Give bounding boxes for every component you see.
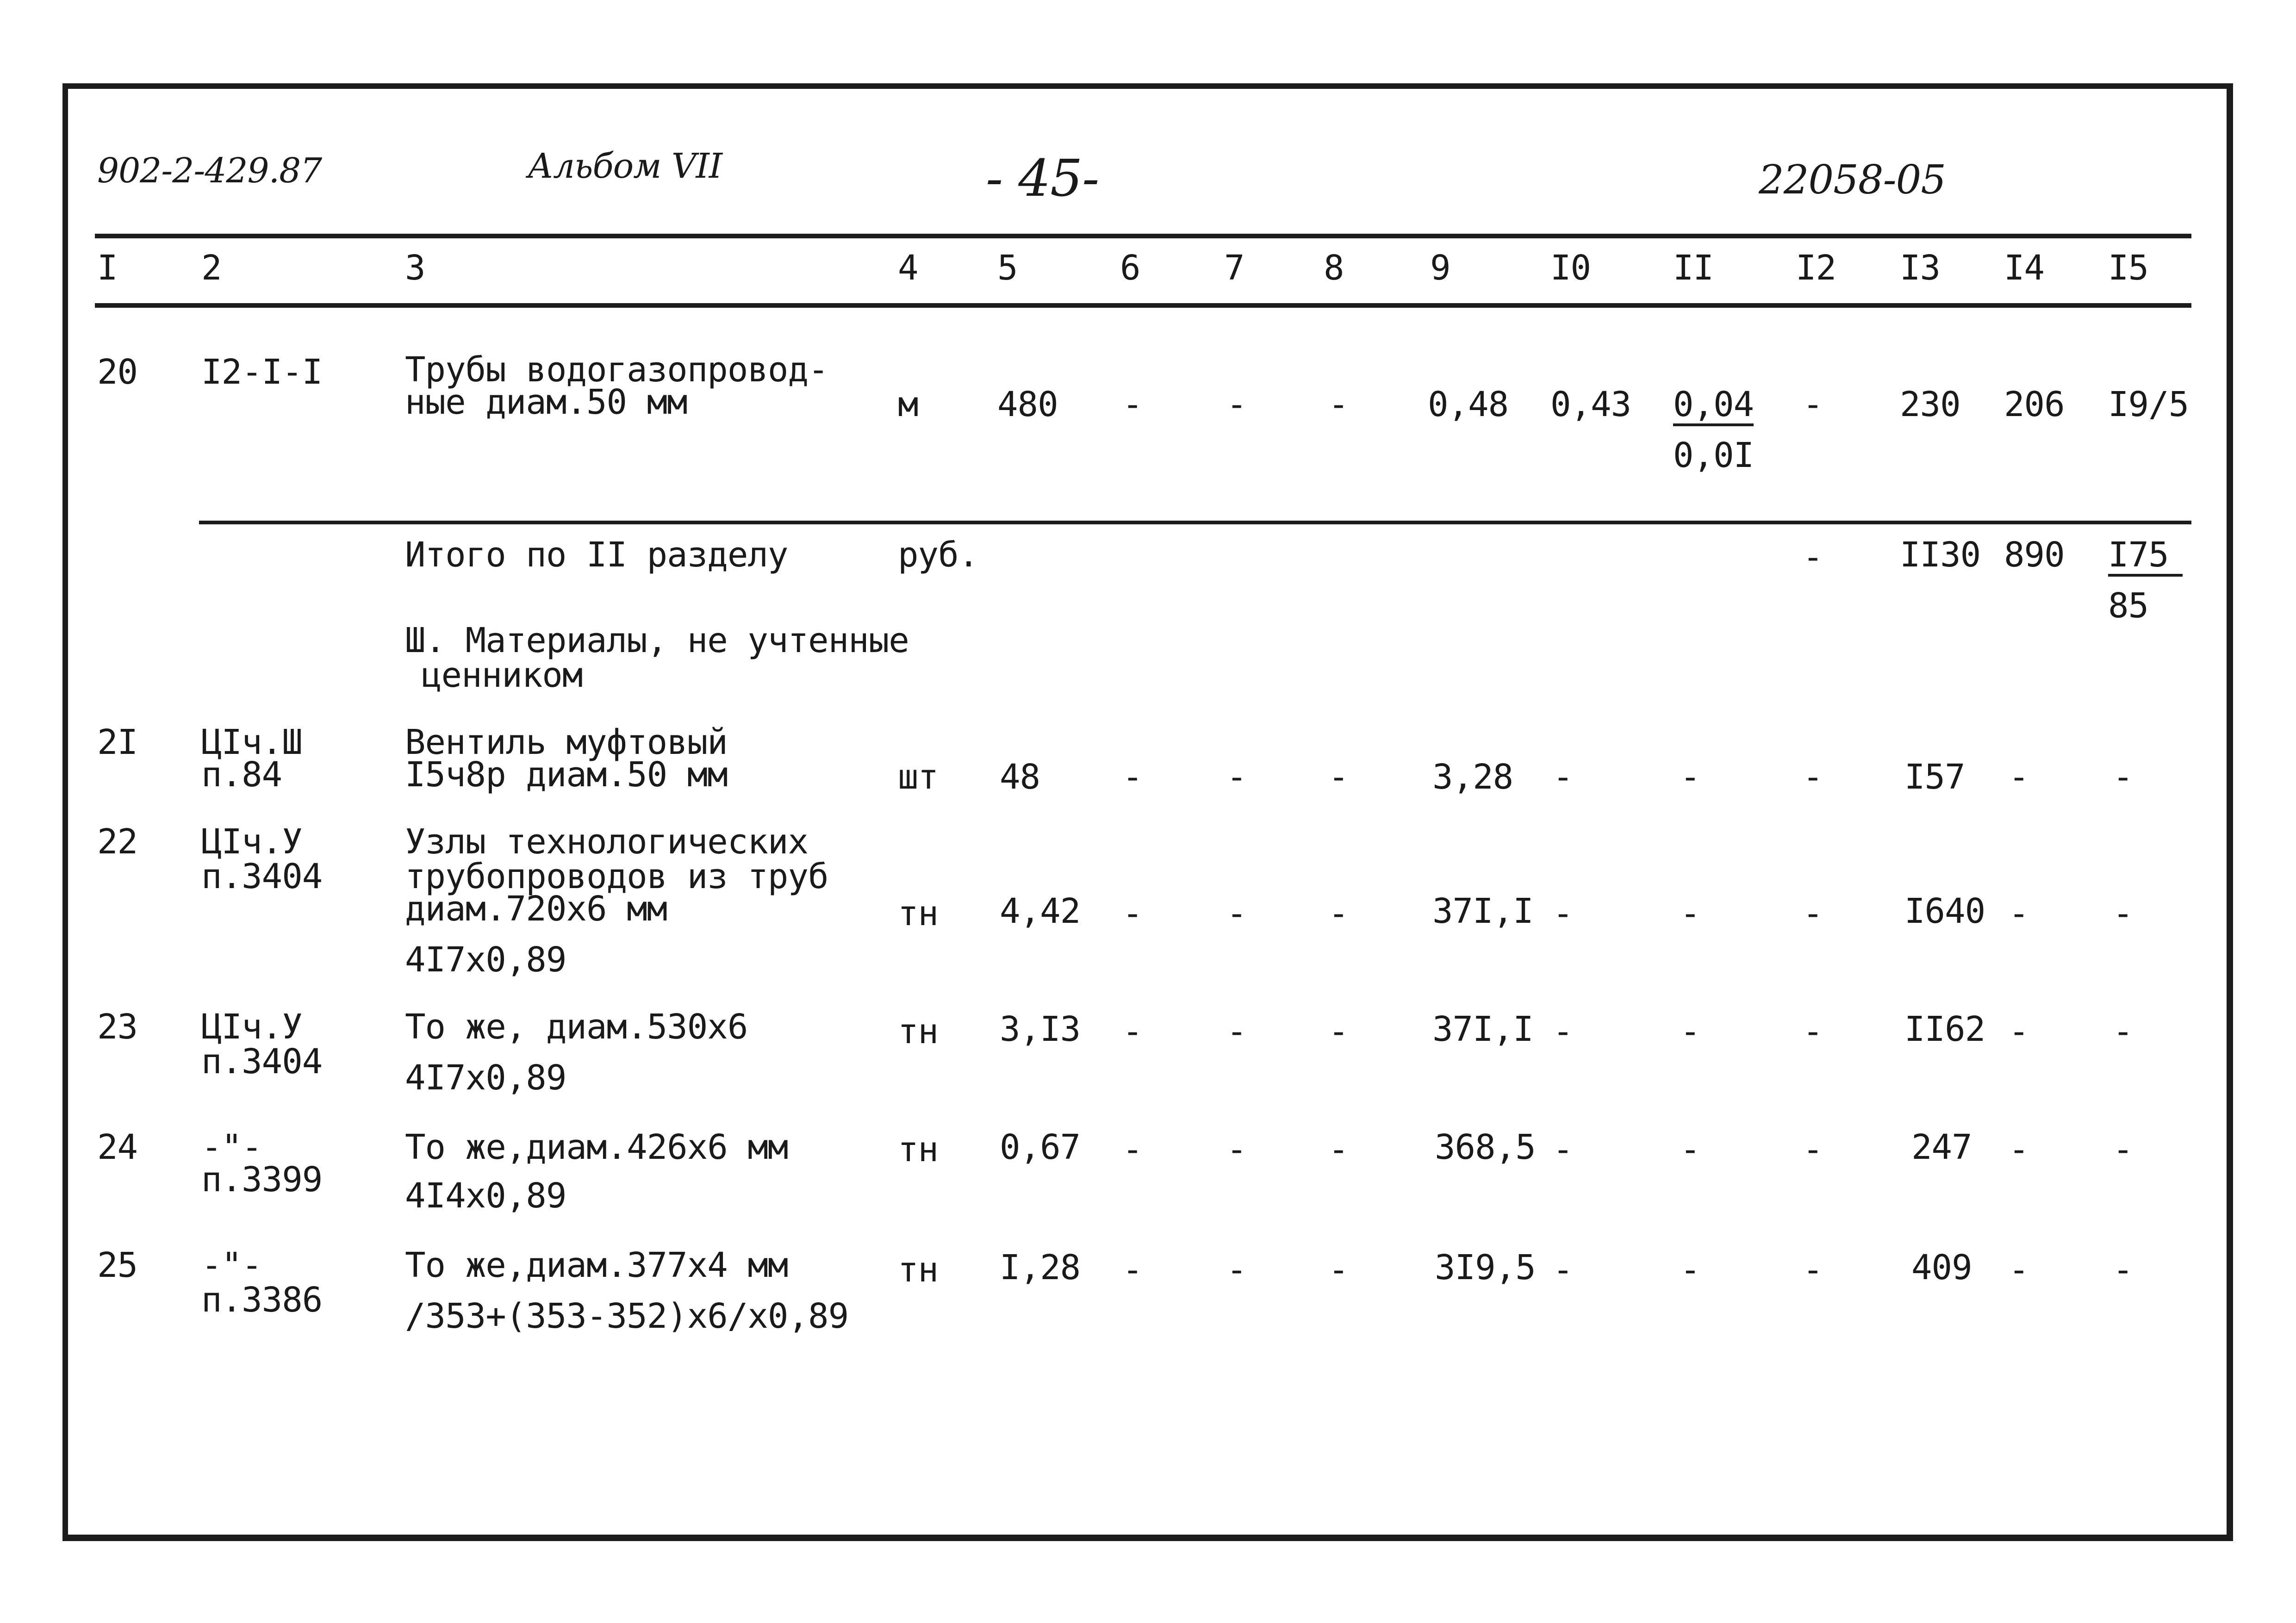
- col-header: 4: [898, 248, 918, 288]
- cell-9: 37I,I: [1432, 1009, 1533, 1049]
- album-label: Альбом VII: [528, 146, 722, 186]
- cell-7: -: [1226, 385, 1247, 424]
- cell-13: 247: [1911, 1127, 1972, 1167]
- unit: шт: [898, 757, 939, 797]
- cell-14: 890: [2004, 535, 2065, 575]
- item-name: Вентиль муфтовый: [405, 722, 728, 762]
- quantity: 48: [1000, 757, 1040, 797]
- cell-12: -: [1803, 537, 1823, 577]
- item-name: Узлы технологических: [405, 822, 809, 862]
- col-header: I3: [1900, 248, 1941, 288]
- cell-12: -: [1803, 1250, 1823, 1290]
- cell-7: -: [1226, 1130, 1247, 1169]
- quantity: 0,67: [1000, 1127, 1081, 1167]
- cell-9: 3,28: [1432, 757, 1513, 797]
- price-code: -"-: [201, 1127, 262, 1167]
- cell-9: 0,48: [1428, 385, 1509, 424]
- cell-8: -: [1328, 1012, 1349, 1051]
- unit: м: [898, 385, 918, 424]
- cell-10: -: [1553, 1012, 1573, 1051]
- calculation: 4I7x0,89: [405, 940, 566, 980]
- cell-14: -: [2009, 1250, 2029, 1290]
- cell-14: -: [2009, 894, 2029, 933]
- cell-9: 3I9,5: [1435, 1248, 1536, 1287]
- price-code: ЦIч.Ш: [201, 722, 302, 762]
- item-name: Трубы водогазопровод-: [405, 350, 828, 390]
- cell-6: -: [1122, 757, 1143, 797]
- cell-13: 409: [1911, 1248, 1972, 1287]
- cell-8: -: [1328, 894, 1349, 933]
- page-frame: [62, 83, 2233, 1541]
- unit: тн: [898, 894, 939, 933]
- quantity: 480: [997, 385, 1058, 424]
- cell-13: 230: [1900, 385, 1960, 424]
- price-code: п.3386: [201, 1280, 323, 1320]
- price-code: -"-: [201, 1245, 262, 1285]
- col-header: I4: [2004, 248, 2045, 288]
- cell-13: II30: [1900, 535, 1981, 575]
- row-number: 2I: [97, 722, 138, 762]
- price-code: п.3404: [201, 857, 323, 896]
- item-name: трубопроводов из труб: [405, 857, 828, 896]
- item-name: То же,диам.426x6 мм: [405, 1127, 788, 1167]
- col-header: 3: [405, 248, 425, 288]
- col-header: II: [1673, 248, 1714, 288]
- doc-number: 22058-05: [1759, 157, 1946, 203]
- cell-15: -: [2113, 757, 2133, 797]
- cell-13: II62: [1904, 1009, 1985, 1049]
- cell-8: -: [1328, 757, 1349, 797]
- price-code: п.3399: [201, 1160, 323, 1200]
- cell-12: -: [1803, 757, 1823, 797]
- price-code: ЦIч.У: [201, 1007, 302, 1047]
- cell-14: -: [2009, 1130, 2029, 1169]
- row-number: 24: [97, 1127, 138, 1167]
- header-rule-bottom: [95, 303, 2191, 308]
- col-header: 8: [1324, 248, 1344, 288]
- item-name: диам.720x6 мм: [405, 889, 667, 929]
- cell-12: -: [1803, 385, 1823, 424]
- unit: тн: [898, 1012, 939, 1051]
- cell-8: -: [1328, 1250, 1349, 1290]
- col-header: I2: [1796, 248, 1836, 288]
- cell-8: -: [1328, 1130, 1349, 1169]
- quantity: 4,42: [1000, 891, 1081, 931]
- cell-15: I9/5: [2108, 385, 2189, 424]
- col-header: 7: [1224, 248, 1244, 288]
- cell-15-bottom: 85: [2108, 586, 2149, 626]
- row-number: 23: [97, 1007, 138, 1047]
- calculation: /353+(353-352)x6/x0,89: [405, 1296, 849, 1336]
- item-name: ные диам.50 мм: [405, 382, 687, 422]
- calculation: 4I7x0,89: [405, 1058, 566, 1098]
- row-number: 20: [97, 352, 138, 392]
- cell-8: -: [1328, 385, 1349, 424]
- section-title: ценником: [421, 655, 583, 695]
- cell-15-top: I75: [2108, 537, 2183, 577]
- cell-11: -: [1680, 1250, 1700, 1290]
- cell-13: I640: [1904, 891, 1985, 931]
- cell-10: -: [1553, 1130, 1573, 1169]
- col-header: I0: [1550, 248, 1591, 288]
- section-title: Ш. Материалы, не учтенные: [405, 621, 909, 660]
- cell-14: 206: [2004, 385, 2065, 424]
- cell-6: -: [1122, 1012, 1143, 1051]
- document-code: 902-2-429.87: [97, 151, 322, 191]
- cell-9: 37I,I: [1432, 891, 1533, 931]
- price-code: ЦIч.У: [201, 822, 302, 862]
- subtotal-rule: [199, 521, 2191, 524]
- cell-6: -: [1122, 385, 1143, 424]
- calculation: 4I4x0,89: [405, 1176, 566, 1216]
- price-code: п.3404: [201, 1042, 323, 1082]
- row-number: 22: [97, 822, 138, 862]
- col-header: 6: [1120, 248, 1140, 288]
- price-code: I2-I-I: [201, 352, 323, 392]
- cell-15: -: [2113, 1250, 2133, 1290]
- cell-15: -: [2113, 1130, 2133, 1169]
- quantity: 3,I3: [1000, 1009, 1081, 1049]
- cell-13: I57: [1904, 757, 1965, 797]
- item-name: I5ч8р диам.50 мм: [405, 755, 728, 795]
- cell-6: -: [1122, 1250, 1143, 1290]
- cell-10: -: [1553, 1250, 1573, 1290]
- cell-7: -: [1226, 757, 1247, 797]
- row-number: 25: [97, 1245, 138, 1285]
- cell-11: -: [1680, 1130, 1700, 1169]
- cell-10: -: [1553, 894, 1573, 933]
- cell-6: -: [1122, 894, 1143, 933]
- total-label: Итого по II разделу: [405, 535, 788, 575]
- cell-7: -: [1226, 1250, 1247, 1290]
- unit: руб.: [898, 535, 979, 575]
- col-header: 5: [997, 248, 1018, 288]
- cell-6: -: [1122, 1130, 1143, 1169]
- page-number: - 45-: [986, 149, 1099, 208]
- col-header: 2: [201, 248, 222, 288]
- cell-14: -: [2009, 757, 2029, 797]
- col-header: 9: [1430, 248, 1450, 288]
- unit: тн: [898, 1250, 939, 1290]
- cell-11-bottom: 0,0I: [1673, 435, 1754, 475]
- cell-12: -: [1803, 894, 1823, 933]
- cell-12: -: [1803, 1130, 1823, 1169]
- item-name: То же,диам.377x4 мм: [405, 1245, 788, 1285]
- col-header: I5: [2108, 248, 2149, 288]
- header-rule-top: [95, 234, 2191, 238]
- item-name: То же, диам.530x6: [405, 1007, 748, 1047]
- cell-11: -: [1680, 1012, 1700, 1051]
- cell-15: -: [2113, 1012, 2133, 1051]
- cell-11: -: [1680, 894, 1700, 933]
- cell-11: -: [1680, 757, 1700, 797]
- col-header: I: [97, 248, 118, 288]
- cell-14: -: [2009, 1012, 2029, 1051]
- cell-9: 368,5: [1435, 1127, 1536, 1167]
- cell-7: -: [1226, 894, 1247, 933]
- cell-11-top: 0,04: [1673, 386, 1754, 426]
- cell-12: -: [1803, 1012, 1823, 1051]
- cell-15: -: [2113, 894, 2133, 933]
- unit: тн: [898, 1130, 939, 1169]
- cell-10: 0,43: [1550, 385, 1631, 424]
- price-code: п.84: [201, 755, 282, 795]
- quantity: I,28: [1000, 1248, 1081, 1287]
- cell-7: -: [1226, 1012, 1247, 1051]
- cell-10: -: [1553, 757, 1573, 797]
